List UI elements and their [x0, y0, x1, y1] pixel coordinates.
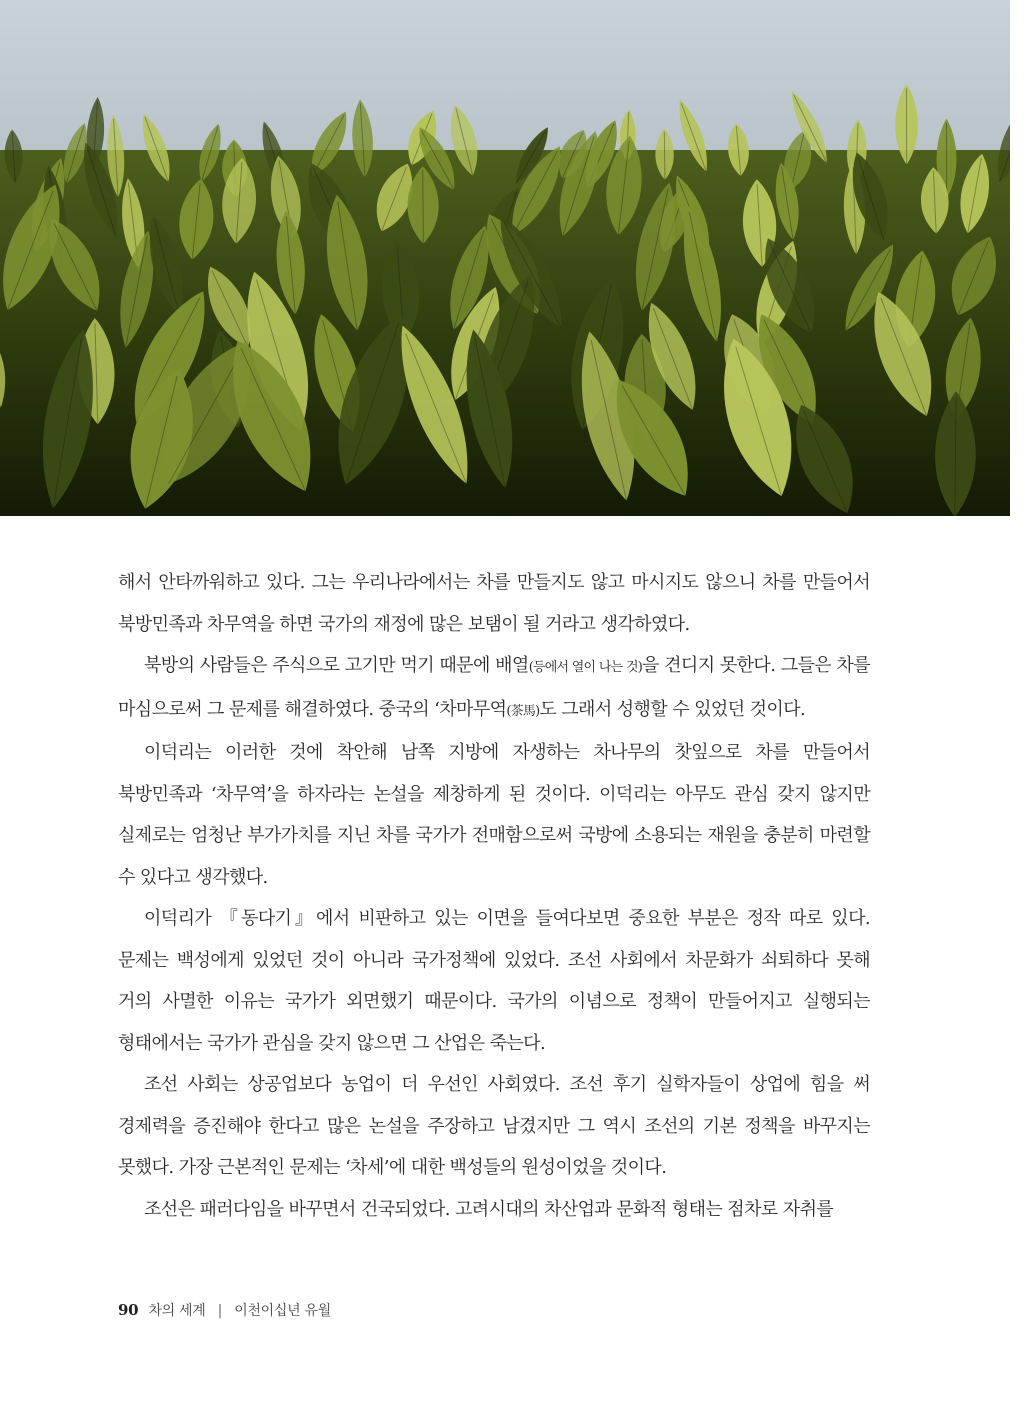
- annotation-text: (茶馬): [506, 703, 540, 719]
- paragraph: [118, 732, 870, 898]
- paragraph: [118, 898, 870, 1064]
- paragraph: [118, 1064, 870, 1189]
- footer-separator: |: [217, 1303, 223, 1319]
- page-footer: [118, 1300, 331, 1320]
- paragraph: [118, 645, 870, 732]
- tea-leaves-illustration: [0, 0, 1010, 516]
- issue-date: 이천이십년 유월: [234, 1303, 331, 1319]
- article-body: [118, 562, 870, 1230]
- hero-photo: [0, 0, 1010, 516]
- annotation-text: (등에서 열이 나는 것): [528, 660, 642, 675]
- leaf-vein: [664, 132, 665, 180]
- paragraph-text: 이덕리는 이러한 것에 착안해 남쪽 지방에 자생하는 차나무의 찻잎으로 차를 만들어서 북방민족과 ‘차무역’을 하자라는 논설을 제창하게 된 것이다. 이덕리는 아무도 관심 갖지 않지만 실제로는 엄청난 부가가치를 지닌 차를 국가가 전매함으로써 국방에 소용되는 재원을 충분히 마련할 수 있다고 생각했다.: [118, 742, 870, 888]
- leaf-vein: [423, 170, 424, 244]
- paragraph-text: 을 견디지 못한다. 그들은 차를 마심으로써 그 문제를 해결하였다. 중국의 ‘차마무역: [118, 655, 870, 720]
- paragraph-text: 조선은 패러다임을 바꾸면서 건국되었다. 고려시대의 차산업과 문화적 형태는 점차로 자취를: [144, 1198, 834, 1220]
- page-number: 90: [118, 1301, 139, 1319]
- paragraph: [118, 1189, 870, 1231]
- publication-title: 차의 세계: [148, 1303, 206, 1319]
- paragraph-text: 북방의 사람들은 주식으로 고기만 먹기 때문에 배열: [144, 655, 529, 676]
- paragraph-text: 조선 사회는 상공업보다 농업이 더 우선인 사회였다. 조선 후기 실학자들이 상업에 힘을 써 경제력을 증진해야 한다고 많은 논설을 주장하고 남겼지만 그 역시 조선의 기본 정책을 바꾸지는 못했다. 가장 근본적인 문제는 ‘차세’에 대한 백성들의 원성이었을 것이다.: [118, 1074, 870, 1178]
- paragraph: [118, 562, 870, 645]
- paragraph-text: 도 그래서 성행할 수 있었던 것이다.: [539, 698, 806, 720]
- paragraph-text: 해서 안타까워하고 있다. 그는 우리나라에서는 차를 만들지도 않고 마시지도 않으니 차를 만들어서 북방민족과 차무역을 하면 국가의 재정에 많은 보탬이 될 거라고 생각하였다.: [118, 572, 870, 635]
- paragraph-text: 이덕리가 『동다기』에서 비판하고 있는 이면을 들여다보면 중요한 부분은 정작 따로 있다. 문제는 백성에게 있었던 것이 아니라 국가정책에 있었다. 조선 사회에서 차문화가 쇠퇴하다 못해 거의 사멸한 이유는 국가가 외면했기 때문이다. 국가의 이념으로 정책이 만들어지고 실행되는 형태에서는 국가가 관심을 갖지 않으면 그 산업은 죽는다.: [118, 908, 870, 1054]
